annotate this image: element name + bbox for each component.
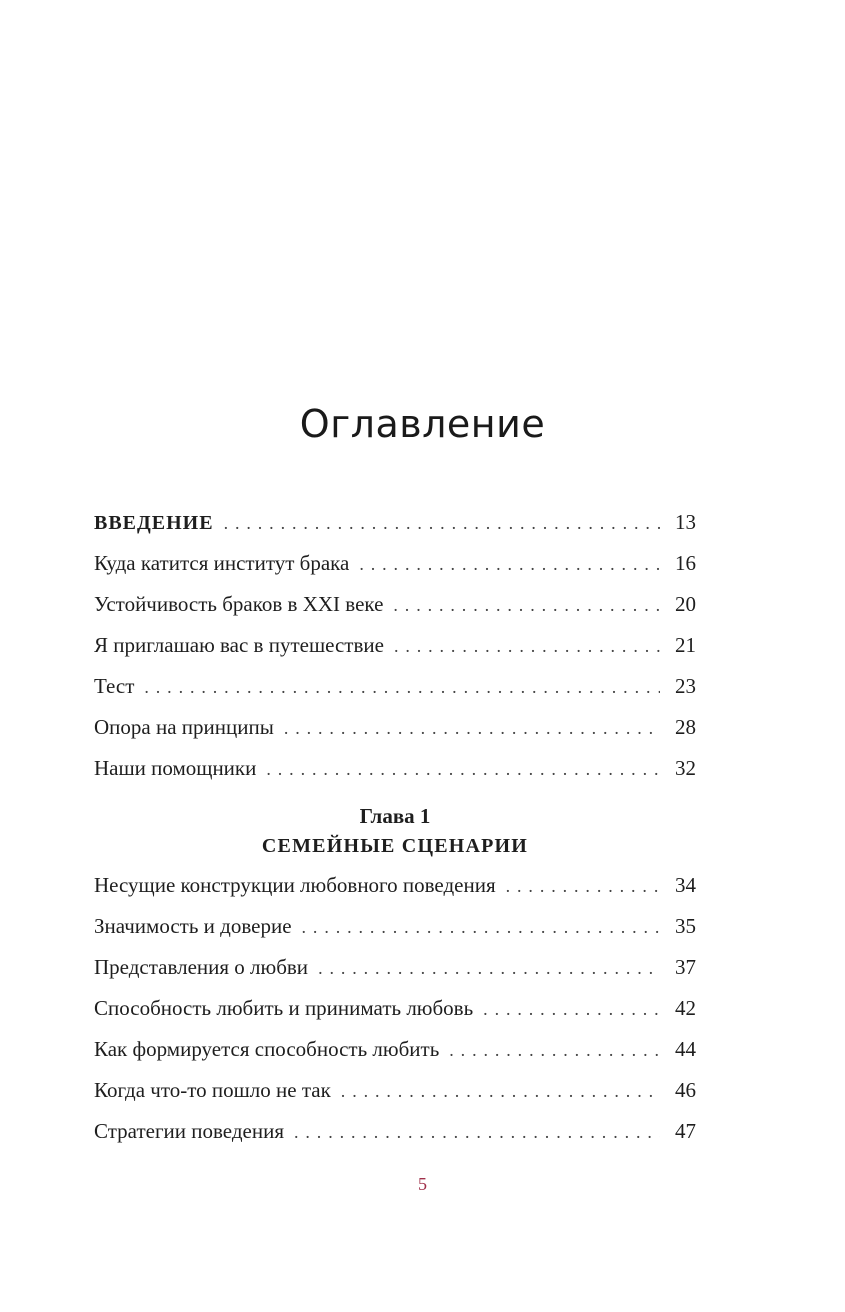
dot-leader — [302, 907, 660, 948]
toc-entry-label: Значимость и доверие — [94, 914, 292, 938]
toc-entry-label: Стратегии поведения — [94, 1119, 284, 1143]
toc-entry-page: 13 — [675, 510, 696, 534]
toc-entry-label: Опора на принципы — [94, 715, 274, 739]
toc-entry-label: Как формируется способность любить — [94, 1037, 440, 1061]
dot-leader — [318, 948, 660, 989]
dot-leader — [506, 866, 660, 907]
toc-entry[interactable] — [94, 625, 696, 666]
dot-leader — [224, 503, 660, 544]
page-title: Оглавление — [299, 402, 546, 446]
chapter-number: Глава 1 — [359, 804, 431, 828]
toc-entry-page: 44 — [675, 1037, 696, 1061]
toc-entry[interactable] — [94, 707, 696, 748]
toc-entry[interactable] — [94, 543, 696, 584]
toc-entry-page: 16 — [675, 551, 696, 575]
toc-entry-page: 23 — [675, 674, 696, 698]
toc-entry-page: 46 — [675, 1078, 696, 1102]
toc-entry-label: ВВЕДЕНИЕ — [94, 512, 214, 534]
toc-entry-label: Я приглашаю вас в путешествие — [94, 633, 384, 657]
table-of-contents — [94, 502, 696, 1152]
dot-leader — [483, 989, 660, 1030]
page-number: 5 — [418, 1174, 427, 1194]
dot-leader — [341, 1071, 660, 1112]
toc-entry[interactable] — [94, 988, 696, 1029]
dot-leader — [294, 1112, 660, 1153]
toc-entry-label: Куда катится институт брака — [94, 551, 350, 575]
toc-entry-page: 20 — [675, 592, 696, 616]
toc-entry-page: 42 — [675, 996, 696, 1020]
chapter-heading — [94, 801, 696, 861]
toc-entry[interactable] — [94, 748, 696, 789]
toc-entry-label: Способность любить и принимать любовь — [94, 996, 474, 1020]
chapter-title: СЕМЕЙНЫЕ СЦЕНАРИИ — [261, 835, 529, 857]
dot-leader — [266, 749, 660, 790]
toc-entry[interactable] — [94, 906, 696, 947]
dot-leader — [144, 667, 660, 708]
toc-entry-page: 28 — [675, 715, 696, 739]
toc-entry-page: 34 — [675, 873, 696, 897]
toc-entry[interactable] — [94, 584, 696, 625]
toc-entry-page: 47 — [675, 1119, 696, 1143]
toc-entry-page: 32 — [675, 756, 696, 780]
dot-leader — [394, 626, 660, 667]
toc-entry[interactable] — [94, 1029, 696, 1070]
dot-leader — [359, 544, 660, 585]
toc-entry-page: 35 — [675, 914, 696, 938]
toc-entry-label: Несущие конструкции любовного поведения — [94, 873, 496, 897]
toc-entry-page: 37 — [675, 955, 696, 979]
toc-entry-label: Когда что-то пошло не так — [94, 1078, 331, 1102]
toc-entry-label: Тест — [94, 674, 135, 698]
toc-entry-label: Устойчивость браков в XXI веке — [94, 592, 384, 616]
dot-leader — [393, 585, 660, 626]
toc-entry-label: Представления о любви — [94, 955, 309, 979]
toc-entry[interactable] — [94, 865, 696, 906]
toc-entry[interactable] — [94, 1111, 696, 1152]
toc-entry-label: Наши помощники — [94, 756, 257, 780]
dot-leader — [284, 708, 660, 749]
toc-entry[interactable] — [94, 1070, 696, 1111]
dot-leader — [449, 1030, 660, 1071]
toc-entry[interactable] — [94, 502, 696, 543]
toc-entry-page: 21 — [675, 633, 696, 657]
toc-entry[interactable] — [94, 666, 696, 707]
toc-entry[interactable] — [94, 947, 696, 988]
